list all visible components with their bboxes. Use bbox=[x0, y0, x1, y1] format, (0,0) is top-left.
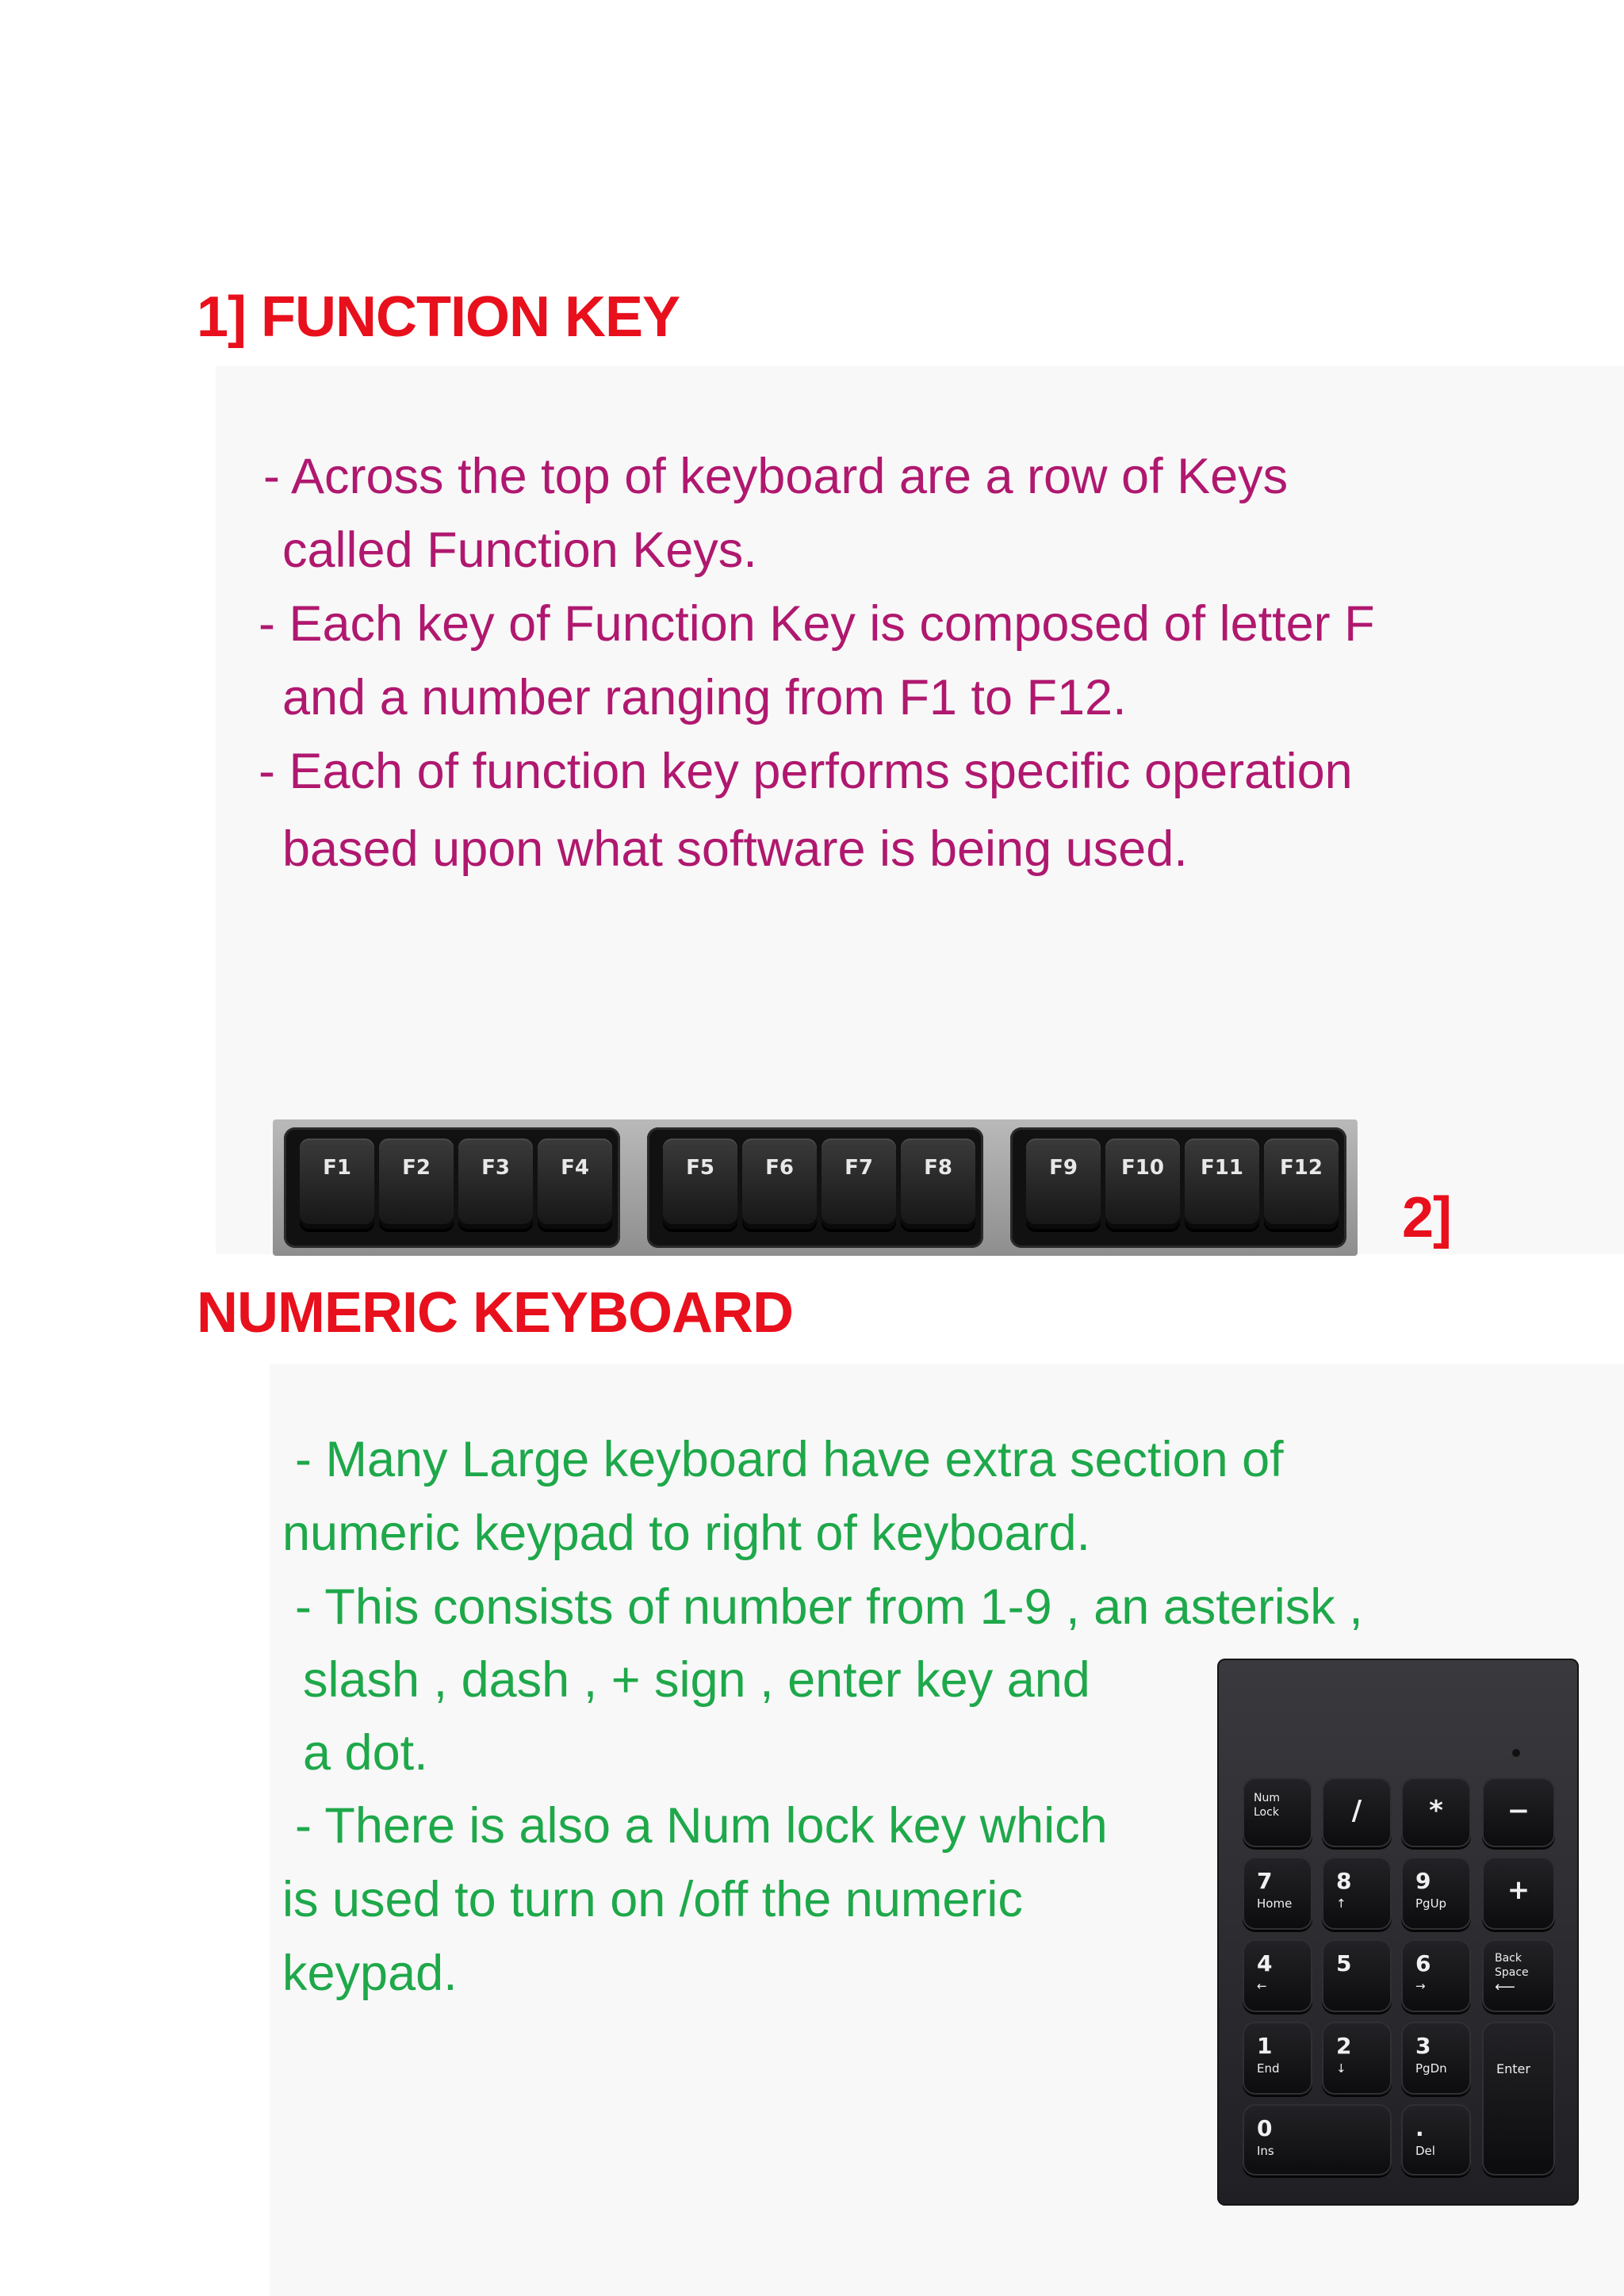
key-4 bbox=[1243, 1939, 1312, 2012]
numeric-keypad-image bbox=[1217, 1659, 1579, 2206]
end-label: End bbox=[1257, 2061, 1280, 2076]
f1-key: F1 bbox=[300, 1138, 374, 1229]
section1-line-5: - Each of function key performs specific operation bbox=[259, 744, 1353, 799]
f12-key: F12 bbox=[1264, 1138, 1339, 1229]
key-7 bbox=[1243, 1857, 1312, 1930]
key-3 bbox=[1401, 2022, 1471, 2095]
f6-key: F6 bbox=[742, 1138, 817, 1229]
function-key-group-2 bbox=[647, 1127, 983, 1248]
minus-label: − bbox=[1507, 1795, 1530, 1827]
key-8 bbox=[1322, 1857, 1392, 1930]
key-8-label: 8 bbox=[1336, 1868, 1352, 1894]
pgup-label: PgUp bbox=[1415, 1896, 1447, 1911]
key-2 bbox=[1322, 2022, 1392, 2095]
key-0 bbox=[1243, 2104, 1392, 2175]
enter-key bbox=[1482, 2022, 1555, 2175]
f5-key: F5 bbox=[663, 1138, 737, 1229]
f7-key: F7 bbox=[822, 1138, 896, 1229]
numlock-key bbox=[1243, 1777, 1312, 1847]
minus-key bbox=[1482, 1777, 1555, 1847]
key-2-label: 2 bbox=[1336, 2033, 1352, 2059]
key-4-label: 4 bbox=[1257, 1950, 1273, 1976]
key-5 bbox=[1322, 1939, 1392, 2012]
down-arrow-icon: ↓ bbox=[1336, 2061, 1346, 2076]
enter-label: Enter bbox=[1496, 2061, 1530, 2076]
dot-key bbox=[1401, 2104, 1471, 2175]
numeric-keyboard-heading: NUMERIC KEYBOARD bbox=[197, 1281, 794, 1345]
section2-line-7: is used to turn on /off the numeric bbox=[282, 1872, 1023, 1927]
f11-key: F11 bbox=[1185, 1138, 1259, 1229]
key-3-label: 3 bbox=[1415, 2033, 1431, 2059]
section2-number: 2] bbox=[1402, 1186, 1452, 1249]
f9-key: F9 bbox=[1026, 1138, 1101, 1229]
section1-line-4: and a number ranging from F1 to F12. bbox=[282, 670, 1127, 725]
f4-key: F4 bbox=[538, 1138, 612, 1229]
section2-line-2: numeric keypad to right of keyboard. bbox=[282, 1506, 1091, 1561]
key-6-label: 6 bbox=[1415, 1950, 1431, 1976]
key-6 bbox=[1401, 1939, 1471, 2012]
right-arrow-icon: → bbox=[1415, 1979, 1426, 1993]
section1-line-6: based upon what software is being used. bbox=[282, 821, 1188, 877]
key-7-label: 7 bbox=[1257, 1868, 1273, 1894]
numlock-label-2: Lock bbox=[1254, 1806, 1279, 1819]
key-1-label: 1 bbox=[1257, 2033, 1273, 2059]
slash-label: / bbox=[1351, 1795, 1362, 1827]
dot-label: . bbox=[1415, 2115, 1424, 2141]
plus-key bbox=[1482, 1857, 1555, 1930]
asterisk-label: * bbox=[1429, 1795, 1443, 1827]
function-key-group-1 bbox=[284, 1127, 620, 1248]
section2-line-6: - There is also a Num lock key which bbox=[295, 1798, 1108, 1854]
del-label: Del bbox=[1415, 2144, 1435, 2158]
section2-line-8: keypad. bbox=[282, 1946, 458, 2001]
f3-key: F3 bbox=[458, 1138, 533, 1229]
key-1 bbox=[1243, 2022, 1312, 2095]
ins-label: Ins bbox=[1257, 2144, 1274, 2158]
f10-key: F10 bbox=[1105, 1138, 1180, 1229]
numpad-indicator-light bbox=[1512, 1749, 1520, 1757]
key-9-label: 9 bbox=[1415, 1868, 1431, 1894]
function-key-heading: 1] FUNCTION KEY bbox=[197, 285, 680, 349]
up-arrow-icon: ↑ bbox=[1336, 1896, 1346, 1911]
pgdn-label: PgDn bbox=[1415, 2061, 1447, 2076]
key-9 bbox=[1401, 1857, 1471, 1930]
section2-line-1: - Many Large keyboard have extra section of bbox=[295, 1432, 1284, 1487]
numlock-label-1: Num bbox=[1254, 1792, 1280, 1804]
left-arrow-icon: ← bbox=[1257, 1979, 1267, 1993]
backspace-label-1: Back bbox=[1495, 1952, 1522, 1965]
slash-key bbox=[1322, 1777, 1392, 1847]
function-key-group-3 bbox=[1010, 1127, 1346, 1248]
plus-label: + bbox=[1507, 1874, 1530, 1906]
backspace-arrow-icon: ⟵ bbox=[1495, 1979, 1515, 1996]
section2-line-3: - This consists of number from 1-9 , an asterisk , bbox=[295, 1579, 1363, 1635]
backspace-label-2: Space bbox=[1495, 1966, 1529, 1979]
section1-line-3: - Each key of Function Key is composed of letter F bbox=[259, 596, 1375, 652]
key-5-label: 5 bbox=[1336, 1950, 1352, 1976]
backspace-key bbox=[1482, 1939, 1555, 2012]
home-label: Home bbox=[1257, 1896, 1293, 1911]
asterisk-key bbox=[1401, 1777, 1471, 1847]
key-0-label: 0 bbox=[1257, 2115, 1273, 2141]
section1-line-1: - Across the top of keyboard are a row of Keys bbox=[263, 449, 1289, 504]
f2-key: F2 bbox=[379, 1138, 454, 1229]
section2-line-4: slash , dash , + sign , enter key and bbox=[303, 1652, 1090, 1708]
function-keys-image bbox=[273, 1119, 1358, 1256]
f8-key: F8 bbox=[901, 1138, 975, 1229]
section2-line-5: a dot. bbox=[303, 1725, 428, 1781]
section1-line-2: called Function Keys. bbox=[282, 522, 757, 578]
